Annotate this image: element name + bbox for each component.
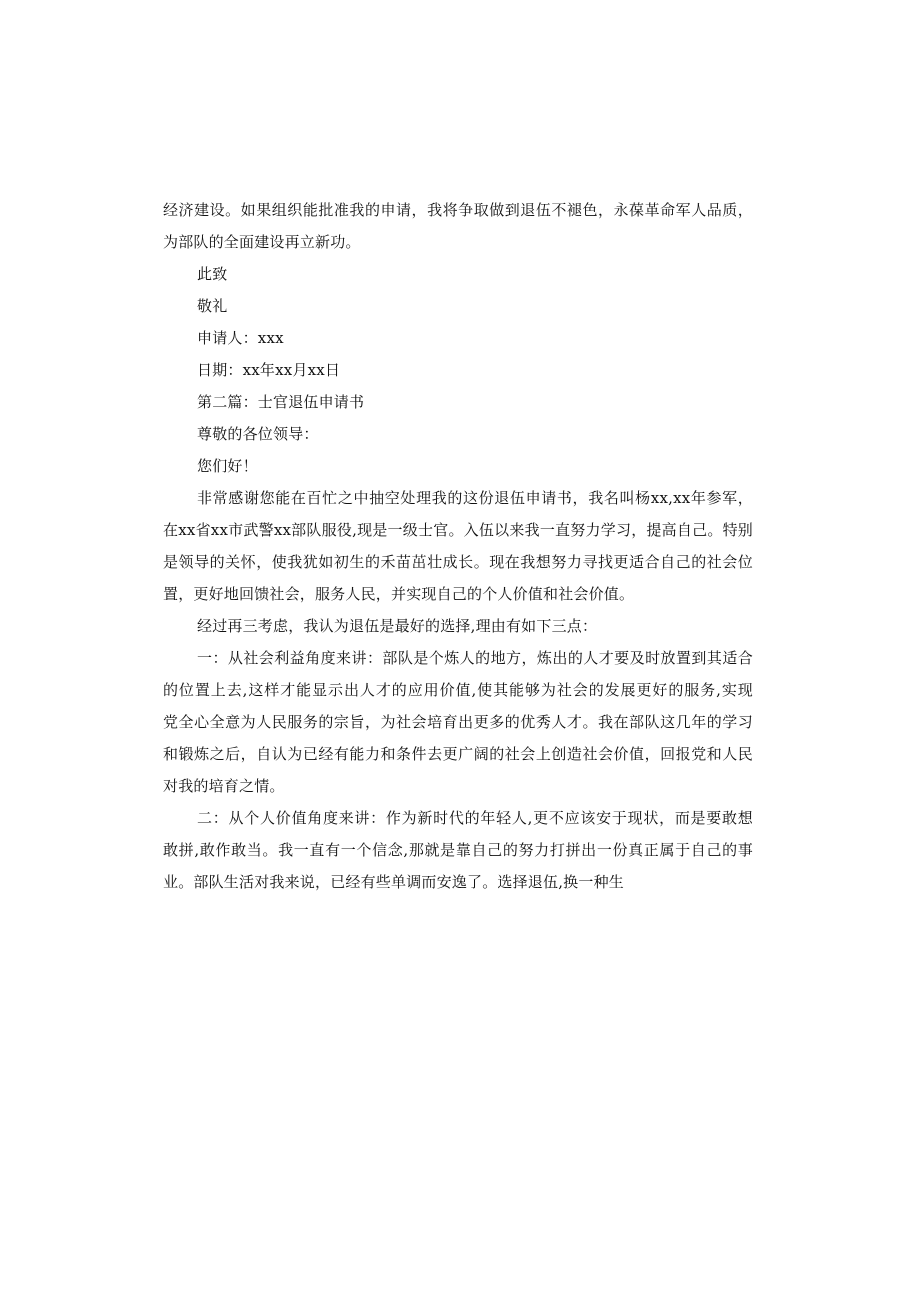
text-line: 的位置上去,这样才能显示出人才的应用价值,使其能够为社会的发展更好的服务,实现 <box>163 681 753 699</box>
document-page <box>163 194 753 898</box>
text-line: 党全心全意为人民服务的宗旨，为社会培育出更多的优秀人才。我在部队这几年的学习 <box>163 713 753 731</box>
text-line: 和锻炼之后，自认为已经有能力和条件去更广阔的社会上创造社会价值，回报党和人民 <box>163 745 753 763</box>
text-line: 对我的培育之情。 <box>163 777 285 795</box>
text-line: 二：从个人价值角度来讲：作为新时代的年轻人,更不应该安于现状，而是要敢想 <box>197 809 753 827</box>
text-line: 是领导的关怀，使我犹如初生的禾苗茁壮成长。现在我想努力寻找更适合自己的社会位 <box>163 553 753 571</box>
section-title: 第二篇：士官退伍申请书 <box>197 393 365 411</box>
text-line: 非常感谢您能在百忙之中抽空处理我的这份退伍申请书，我名叫杨xx,xx年参军， <box>197 489 753 507</box>
text-line: 经过再三考虑，我认为退伍是最好的选择,理由有如下三点： <box>197 617 598 635</box>
greeting-line: 尊敬的各位领导： <box>197 425 319 443</box>
greeting-line: 您们好！ <box>197 457 258 475</box>
text-line: 经济建设。如果组织能批准我的申请，我将争取做到退伍不褪色，永葆革命军人品质， <box>163 201 753 219</box>
text-line: 在xx省xx市武警xx部队服役,现是一级士官。入伍以来我一直努力学习，提高自己。特别 <box>163 521 753 539</box>
salutation-line: 敬礼 <box>197 297 228 315</box>
salutation-line: 此致 <box>197 265 228 283</box>
text-line: 为部队的全面建设再立新功。 <box>163 233 361 251</box>
text-line: 一：从社会利益角度来讲：部队是个炼人的地方，炼出的人才要及时放置到其适合 <box>197 649 753 667</box>
text-line: 置，更好地回馈社会，服务人民，并实现自己的个人价值和社会价值。 <box>163 585 635 603</box>
text-line: 敢拼,敢作敢当。我一直有一个信念,那就是靠自己的努力打拼出一份真正属于自己的事 <box>163 841 753 859</box>
applicant-line: 申请人：xxx <box>197 329 284 347</box>
date-line: 日期：xx年xx月xx日 <box>197 361 341 379</box>
text-line: 业。部队生活对我来说，已经有些单调而安逸了。选择退伍,换一种生 <box>163 873 624 891</box>
